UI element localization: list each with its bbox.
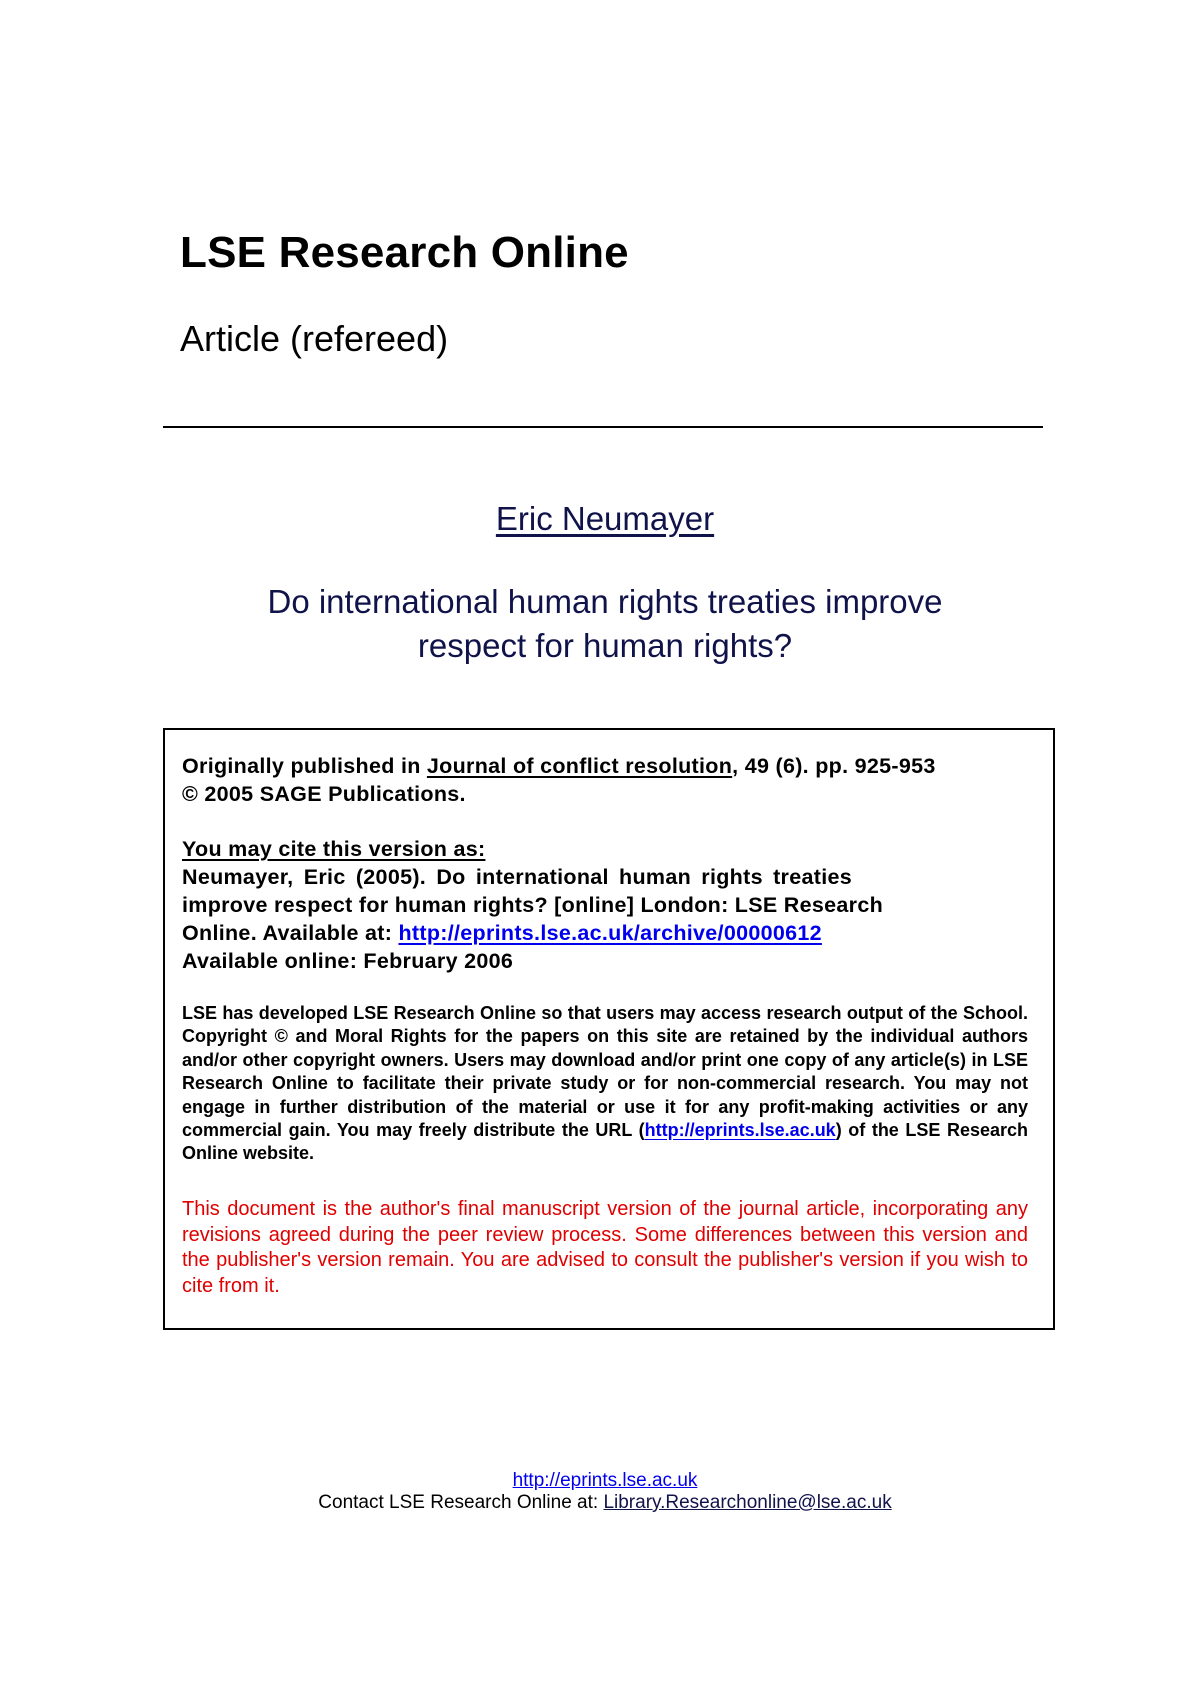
author-name-text: Eric Neumayer	[495, 500, 715, 537]
footer-email-link[interactable]: Library.Researchonline@lse.ac.uk	[603, 1492, 892, 1513]
article-type: Article (refereed)	[180, 318, 449, 359]
paper-title-line-1: Do international human rights treaties improve	[267, 583, 943, 620]
paper-title	[0, 580, 1200, 668]
footer	[0, 1470, 1200, 1514]
cite-line-2: improve respect for human rights? [online] London: LSE Research	[182, 893, 884, 917]
citation-block	[182, 835, 883, 975]
published-prefix: Originally published in	[182, 754, 427, 778]
rights-text-after: ) of the LSE Research Online website.	[182, 1120, 1029, 1164]
author-name	[0, 500, 1200, 538]
published-suffix: , 49 (6). pp. 925-953	[732, 754, 936, 778]
divider	[163, 426, 1043, 428]
cite-heading: You may cite this version as:	[182, 837, 486, 861]
rights-text-before: LSE has developed LSE Research Online so that users may access research output of the School. Copyright © and Moral Rights for the papers on this site are retained by the individual authors and/or other copyright owners. Users may download and/or print one copy of any article(s) in LSE Research Online to facilitate their private study or for non-commercial research. You may not engage in further distribution of the material or use it for any profit-making activities or any commercial gain. You may freely distribute the URL (	[182, 1003, 1028, 1141]
manuscript-notice: This document is the author's final manuscript version of the journal article, incorporating any revisions agreed during the peer review process. Some differences between this version and the publisher's version remain. You are advised to consult the publisher's version if you wish to cite from it.	[182, 1198, 1028, 1297]
footer-url-link[interactable]: http://eprints.lse.ac.uk	[512, 1470, 698, 1491]
paper-title-line-2: respect for human rights?	[417, 627, 793, 664]
cite-url-link[interactable]: http://eprints.lse.ac.uk/archive/00000612	[398, 921, 822, 945]
rights-statement	[182, 1002, 1028, 1166]
cite-line-1: Neumayer, Eric (2005). Do international human rights treaties	[182, 865, 852, 889]
journal-name: Journal of conflict resolution	[426, 754, 733, 778]
site-title: LSE Research Online	[180, 228, 629, 277]
available-online: Available online: February 2006	[182, 949, 514, 973]
rights-url-link[interactable]: http://eprints.lse.ac.uk	[644, 1120, 836, 1141]
copyright-line: © 2005 SAGE Publications.	[182, 782, 466, 806]
cite-line-3-prefix: Online. Available at:	[182, 921, 399, 945]
publication-info	[182, 752, 936, 808]
footer-contact-prefix: Contact LSE Research Online at:	[318, 1492, 604, 1513]
